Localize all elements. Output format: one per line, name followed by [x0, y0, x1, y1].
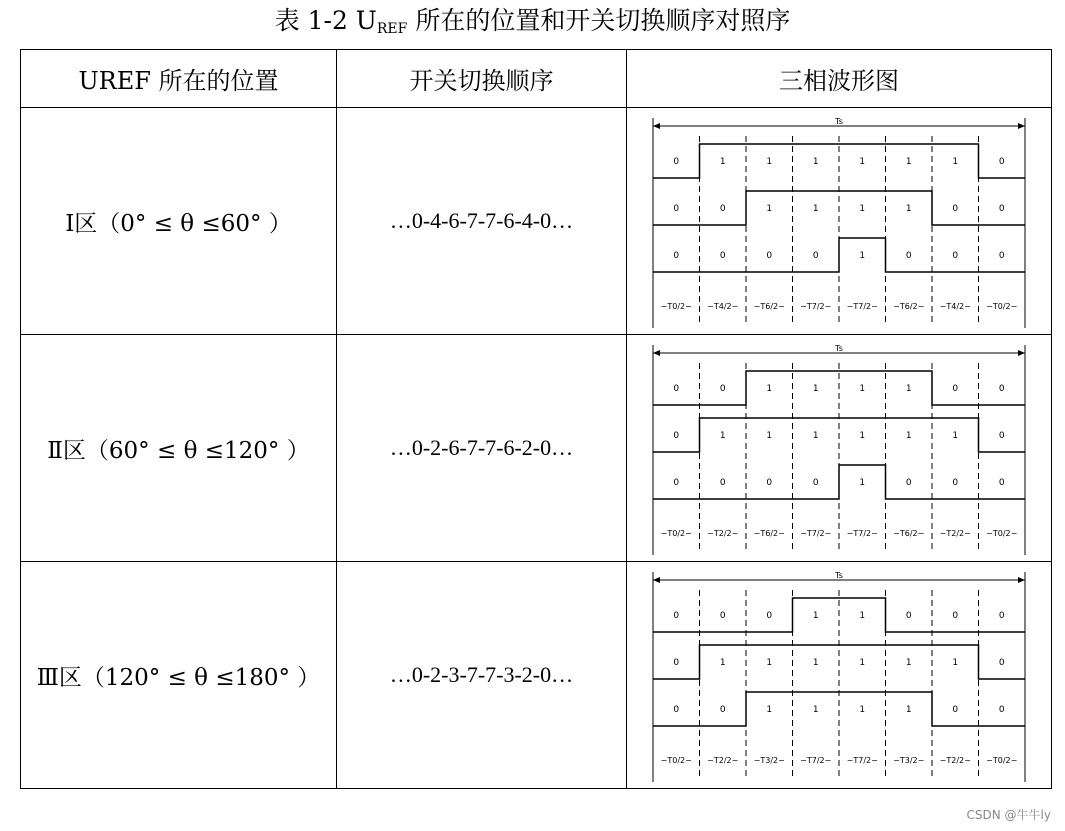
time-label: −T0/2− — [986, 302, 1018, 311]
state-label: 1 — [812, 431, 819, 441]
time-label: −T0/2− — [986, 529, 1018, 538]
state-label: 1 — [766, 431, 773, 441]
state-label: 1 — [766, 658, 773, 668]
period-label: Ts — [835, 117, 843, 126]
time-label: −T0/2− — [660, 529, 692, 538]
sequence-cell: …0-2-6-7-7-6-2-0… — [337, 335, 627, 562]
state-label: 1 — [859, 705, 866, 715]
state-label: 1 — [905, 705, 912, 715]
state-label: 1 — [905, 204, 912, 214]
state-label: 1 — [719, 431, 726, 441]
time-label: −T4/2− — [707, 302, 739, 311]
waveform-cell — [627, 335, 1052, 562]
state-label: 1 — [952, 658, 959, 668]
switching-table — [20, 49, 1052, 789]
arrow-right — [1018, 577, 1025, 583]
time-label: −T0/2− — [660, 302, 692, 311]
time-label: −T0/2− — [660, 756, 692, 765]
state-label: 1 — [766, 204, 773, 214]
time-label: −T7/2− — [800, 302, 832, 311]
state-label: 0 — [719, 251, 726, 261]
state-label: 1 — [812, 658, 819, 668]
waveform-diagram — [651, 341, 1027, 555]
sequence-cell: …0-4-6-7-7-6-4-0… — [337, 108, 627, 335]
state-label: 0 — [673, 611, 680, 621]
state-label: 1 — [905, 431, 912, 441]
state-label: 1 — [859, 384, 866, 394]
state-label: 1 — [859, 204, 866, 214]
state-label: 0 — [998, 384, 1005, 394]
state-label: 0 — [998, 157, 1005, 167]
state-label: 0 — [905, 251, 912, 261]
table-row — [21, 108, 1052, 335]
time-label: −T2/2− — [707, 529, 739, 538]
arrow-left — [653, 123, 660, 129]
state-label: 0 — [905, 478, 912, 488]
time-label: −T7/2− — [846, 529, 878, 538]
state-label: 0 — [952, 204, 959, 214]
arrow-left — [653, 577, 660, 583]
state-label: 1 — [859, 611, 866, 621]
state-label: 0 — [998, 705, 1005, 715]
header-row — [21, 50, 1052, 108]
state-label: 1 — [859, 157, 866, 167]
state-label: 0 — [673, 431, 680, 441]
state-label: 0 — [673, 204, 680, 214]
state-label: 0 — [905, 611, 912, 621]
state-label: 1 — [812, 705, 819, 715]
waveform-cell — [627, 108, 1052, 335]
state-label: 1 — [905, 658, 912, 668]
table-row — [21, 562, 1052, 789]
state-label: 0 — [998, 251, 1005, 261]
header-sequence: 开关切换顺序 — [337, 50, 627, 108]
state-label: 1 — [859, 478, 866, 488]
time-label: −T6/2− — [753, 529, 785, 538]
time-label: −T3/2− — [893, 756, 925, 765]
time-label: −T4/2− — [939, 302, 971, 311]
state-label: 0 — [952, 611, 959, 621]
caption-prefix: 表 1-2 U — [274, 6, 377, 35]
watermark: CSDN @牛牛ly — [966, 808, 1051, 822]
state-label: 1 — [719, 658, 726, 668]
state-label: 1 — [905, 384, 912, 394]
state-label: 0 — [766, 478, 773, 488]
time-label: −T7/2− — [846, 302, 878, 311]
state-label: 0 — [673, 658, 680, 668]
period-label: Ts — [835, 344, 843, 353]
state-label: 0 — [952, 251, 959, 261]
table-row — [21, 335, 1052, 562]
state-label: 1 — [859, 431, 866, 441]
state-label: 1 — [812, 204, 819, 214]
state-label: 0 — [998, 204, 1005, 214]
state-label: 0 — [952, 478, 959, 488]
time-label: −T0/2− — [986, 756, 1018, 765]
phase-waveform — [653, 238, 1025, 272]
time-label: −T7/2− — [800, 529, 832, 538]
state-label: 1 — [719, 157, 726, 167]
state-label: 0 — [719, 611, 726, 621]
state-label: 0 — [812, 478, 819, 488]
time-label: −T7/2− — [846, 756, 878, 765]
state-label: 1 — [952, 157, 959, 167]
state-label: 0 — [673, 384, 680, 394]
waveform-diagram — [651, 114, 1027, 328]
state-label: 0 — [673, 157, 680, 167]
sequence-cell: …0-2-3-7-7-3-2-0… — [337, 562, 627, 789]
arrow-left — [653, 350, 660, 356]
state-label: 0 — [673, 478, 680, 488]
time-label: −T6/2− — [893, 529, 925, 538]
state-label: 0 — [998, 431, 1005, 441]
time-label: −T2/2− — [939, 529, 971, 538]
state-label: 0 — [719, 384, 726, 394]
time-label: −T2/2− — [707, 756, 739, 765]
state-label: 1 — [905, 157, 912, 167]
arrow-right — [1018, 350, 1025, 356]
state-label: 0 — [766, 611, 773, 621]
phase-waveform — [653, 465, 1025, 499]
state-label: 1 — [859, 658, 866, 668]
header-waveform: 三相波形图 — [627, 50, 1052, 108]
caption-suffix: 所在的位置和开关切换顺序对照序 — [407, 6, 791, 35]
state-label: 0 — [952, 705, 959, 715]
state-label: 0 — [812, 251, 819, 261]
state-label: 0 — [952, 384, 959, 394]
state-label: 0 — [719, 705, 726, 715]
state-label: 1 — [812, 384, 819, 394]
waveform-diagram — [651, 568, 1027, 782]
table-caption — [0, 4, 1065, 46]
time-label: −T6/2− — [753, 302, 785, 311]
state-label: 1 — [766, 384, 773, 394]
state-label: 1 — [766, 157, 773, 167]
period-label: Ts — [835, 571, 843, 580]
state-label: 0 — [719, 204, 726, 214]
state-label: 1 — [859, 251, 866, 261]
state-label: 0 — [998, 478, 1005, 488]
region-cell: Ⅱ区（60° ≤ θ ≤120° ） — [21, 335, 337, 562]
region-cell: Ⅲ区（120° ≤ θ ≤180° ） — [21, 562, 337, 789]
waveform-cell — [627, 562, 1052, 789]
arrow-right — [1018, 123, 1025, 129]
header-position: UREF 所在的位置 — [21, 50, 337, 108]
time-label: −T7/2− — [800, 756, 832, 765]
time-label: −T2/2− — [939, 756, 971, 765]
state-label: 0 — [998, 611, 1005, 621]
state-label: 1 — [812, 157, 819, 167]
caption-subscript: REF — [376, 21, 408, 37]
region-cell: Ⅰ区（0° ≤ θ ≤60° ） — [21, 108, 337, 335]
state-label: 0 — [719, 478, 726, 488]
state-label: 0 — [998, 658, 1005, 668]
time-label: −T6/2− — [893, 302, 925, 311]
state-label: 1 — [812, 611, 819, 621]
time-label: −T3/2− — [753, 756, 785, 765]
state-label: 0 — [673, 251, 680, 261]
state-label: 1 — [766, 705, 773, 715]
state-label: 1 — [952, 431, 959, 441]
state-label: 0 — [766, 251, 773, 261]
state-label: 0 — [673, 705, 680, 715]
